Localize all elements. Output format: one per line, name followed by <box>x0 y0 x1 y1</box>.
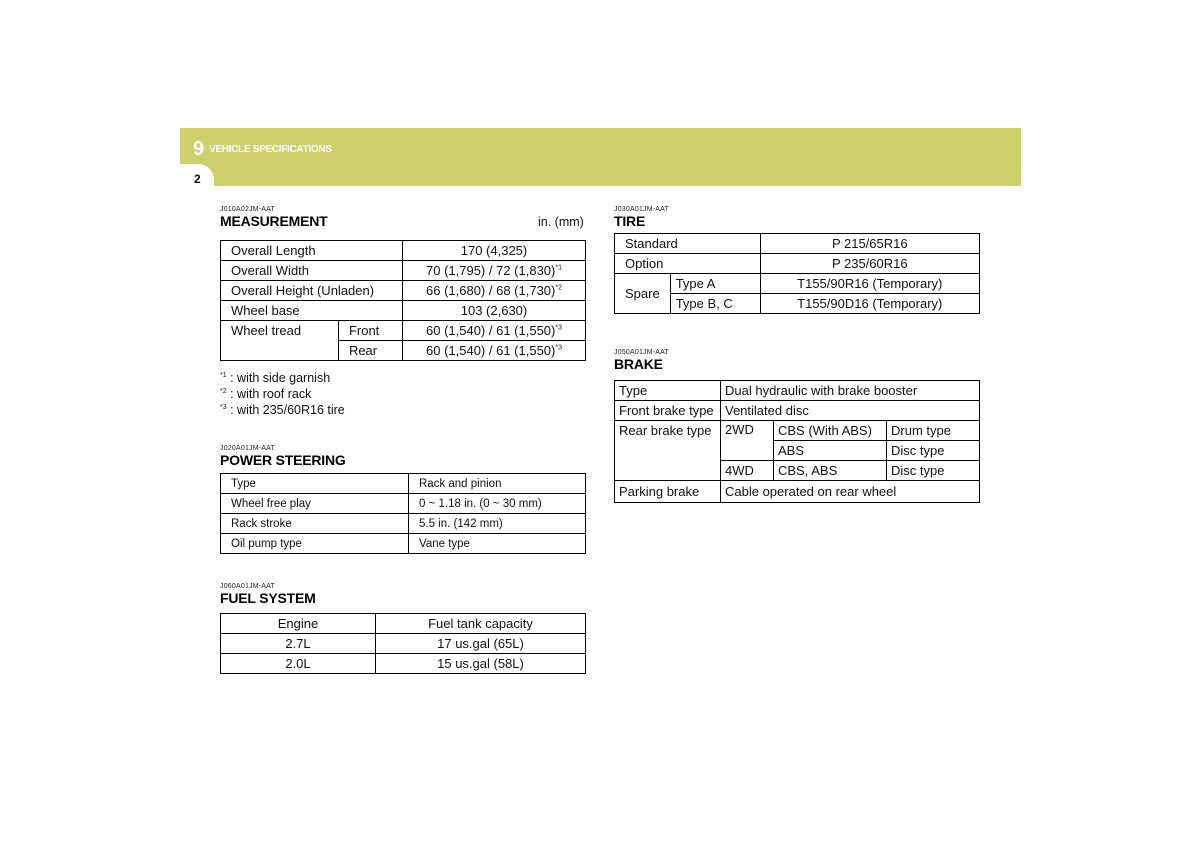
table-row <box>221 634 586 654</box>
table-row <box>221 494 586 514</box>
table-row <box>221 654 586 674</box>
measurement-value: 103 (2,630) <box>403 301 586 321</box>
brake-table <box>614 380 980 503</box>
brake-front-value: Ventilated disc <box>721 401 980 421</box>
fuel-system-table <box>220 613 586 674</box>
brake-type-value: Dual hydraulic with brake booster <box>721 381 980 401</box>
tire-standard-value: P 215/65R16 <box>760 234 979 254</box>
chapter-number: 9 <box>193 138 205 160</box>
steering-label: Type <box>221 474 409 494</box>
measurement-value: 170 (4,325) <box>403 241 586 261</box>
measurement-footnotes <box>220 369 345 417</box>
table-row <box>615 254 980 274</box>
table-row <box>615 481 980 503</box>
table-row <box>221 614 586 634</box>
measurement-label: Overall Height (Unladen) <box>221 281 403 301</box>
brake-rear-drive: 4WD <box>721 461 774 481</box>
brake-rear-type: Disc type <box>887 441 980 461</box>
fuel-engine: 2.0L <box>221 654 376 674</box>
steering-value: Rack and pinion <box>409 474 586 494</box>
tread-front-label: Front <box>338 321 402 341</box>
tire-spare-type-bc-label: Type B, C <box>670 294 760 314</box>
table-row <box>221 281 586 301</box>
footnote: $^{*3}$ : with 235/60R16 tire <box>220 403 345 418</box>
table-row <box>221 514 586 534</box>
tire-option-label: Option <box>615 254 761 274</box>
table-row <box>615 401 980 421</box>
steering-label: Rack stroke <box>221 514 409 534</box>
brake-rear-system: CBS (With ABS) <box>774 421 887 441</box>
brake-title: BRAKE <box>614 356 663 372</box>
fuel-header-capacity: Fuel tank capacity <box>376 614 586 634</box>
brake-rear-type: Disc type <box>887 461 980 481</box>
brake-rear-label: Rear brake type <box>615 421 721 481</box>
fuel-header-engine: Engine <box>221 614 376 634</box>
chapter-header-band <box>180 128 1021 186</box>
table-row <box>615 421 980 441</box>
footnote: $^{*2}$ : with roof rack <box>220 387 312 402</box>
brake-rear-type: Drum type <box>887 421 980 441</box>
fuel-engine: 2.7L <box>221 634 376 654</box>
steering-value: Vane type <box>409 534 586 554</box>
tread-rear-label: Rear <box>338 341 402 361</box>
brake-type-label: Type <box>615 381 721 401</box>
measurement-label: Overall Width <box>221 261 403 281</box>
table-row <box>615 234 980 254</box>
tire-standard-label: Standard <box>615 234 761 254</box>
tread-front-value: 60 (1,540) / 61 $(1,550)^{*3}$ <box>403 321 586 341</box>
measurement-code: J010A02JM-AAT <box>220 206 275 213</box>
table-row <box>221 321 586 341</box>
tire-spare-type-a-value: T155/90R16 (Temporary) <box>760 274 979 294</box>
fuel-capacity: 17 us.gal (65L) <box>376 634 586 654</box>
tire-table <box>614 233 980 314</box>
power-steering-code: J020A01JM-AAT <box>220 445 275 452</box>
brake-code: J050A01JM-AAT <box>614 349 669 356</box>
measurement-value: 66 (1,680) / 68 $(1,730)^{*2}$ <box>403 281 586 301</box>
table-row <box>221 261 586 281</box>
table-row <box>615 381 980 401</box>
tire-option-value: P 235/60R16 <box>760 254 979 274</box>
tire-spare-label: Spare <box>615 274 671 314</box>
steering-label: Oil pump type <box>221 534 409 554</box>
brake-front-label: Front brake type <box>615 401 721 421</box>
table-row <box>615 274 980 294</box>
measurement-unit: in. (mm) <box>538 215 584 229</box>
power-steering-table <box>220 473 586 554</box>
measurement-value: 70 (1,795) / 72 $(1,830)^{*1}$ <box>403 261 586 281</box>
fuel-system-code: J060A01JM-AAT <box>220 583 275 590</box>
page-number: 2 <box>194 172 201 186</box>
fuel-system-title: FUEL SYSTEM <box>220 590 316 606</box>
wheel-tread-label: Wheel tread <box>221 321 339 361</box>
brake-parking-value: Cable operated on rear wheel <box>721 481 980 503</box>
tread-rear-value: 60 (1,540) / 61 $(1,550)^{*3}$ <box>403 341 586 361</box>
measurement-table <box>220 240 586 361</box>
table-row <box>221 241 586 261</box>
chapter-title: VEHICLE SPECIFICATIONS <box>209 144 332 155</box>
table-row <box>615 294 980 314</box>
power-steering-title: POWER STEERING <box>220 452 346 468</box>
tire-code: J030A01JM-AAT <box>614 206 669 213</box>
measurement-title: MEASUREMENT <box>220 213 328 229</box>
tire-spare-type-bc-value: T155/90D16 (Temporary) <box>760 294 979 314</box>
steering-value: 0 ~ 1.18 in. (0 ~ 30 mm) <box>409 494 586 514</box>
brake-rear-system: CBS, ABS <box>774 461 887 481</box>
brake-rear-drive: 2WD <box>721 421 774 461</box>
table-row <box>221 474 586 494</box>
measurement-label: Overall Length <box>221 241 403 261</box>
tire-title: TIRE <box>614 213 646 229</box>
tire-spare-type-a-label: Type A <box>670 274 760 294</box>
steering-label: Wheel free play <box>221 494 409 514</box>
steering-value: 5.5 in. (142 mm) <box>409 514 586 534</box>
brake-rear-system: ABS <box>774 441 887 461</box>
brake-parking-label: Parking brake <box>615 481 721 503</box>
table-row <box>221 534 586 554</box>
table-row <box>221 301 586 321</box>
measurement-label: Wheel base <box>221 301 403 321</box>
fuel-capacity: 15 us.gal (58L) <box>376 654 586 674</box>
footnote: $^{*1}$ : with side garnish <box>220 371 331 386</box>
